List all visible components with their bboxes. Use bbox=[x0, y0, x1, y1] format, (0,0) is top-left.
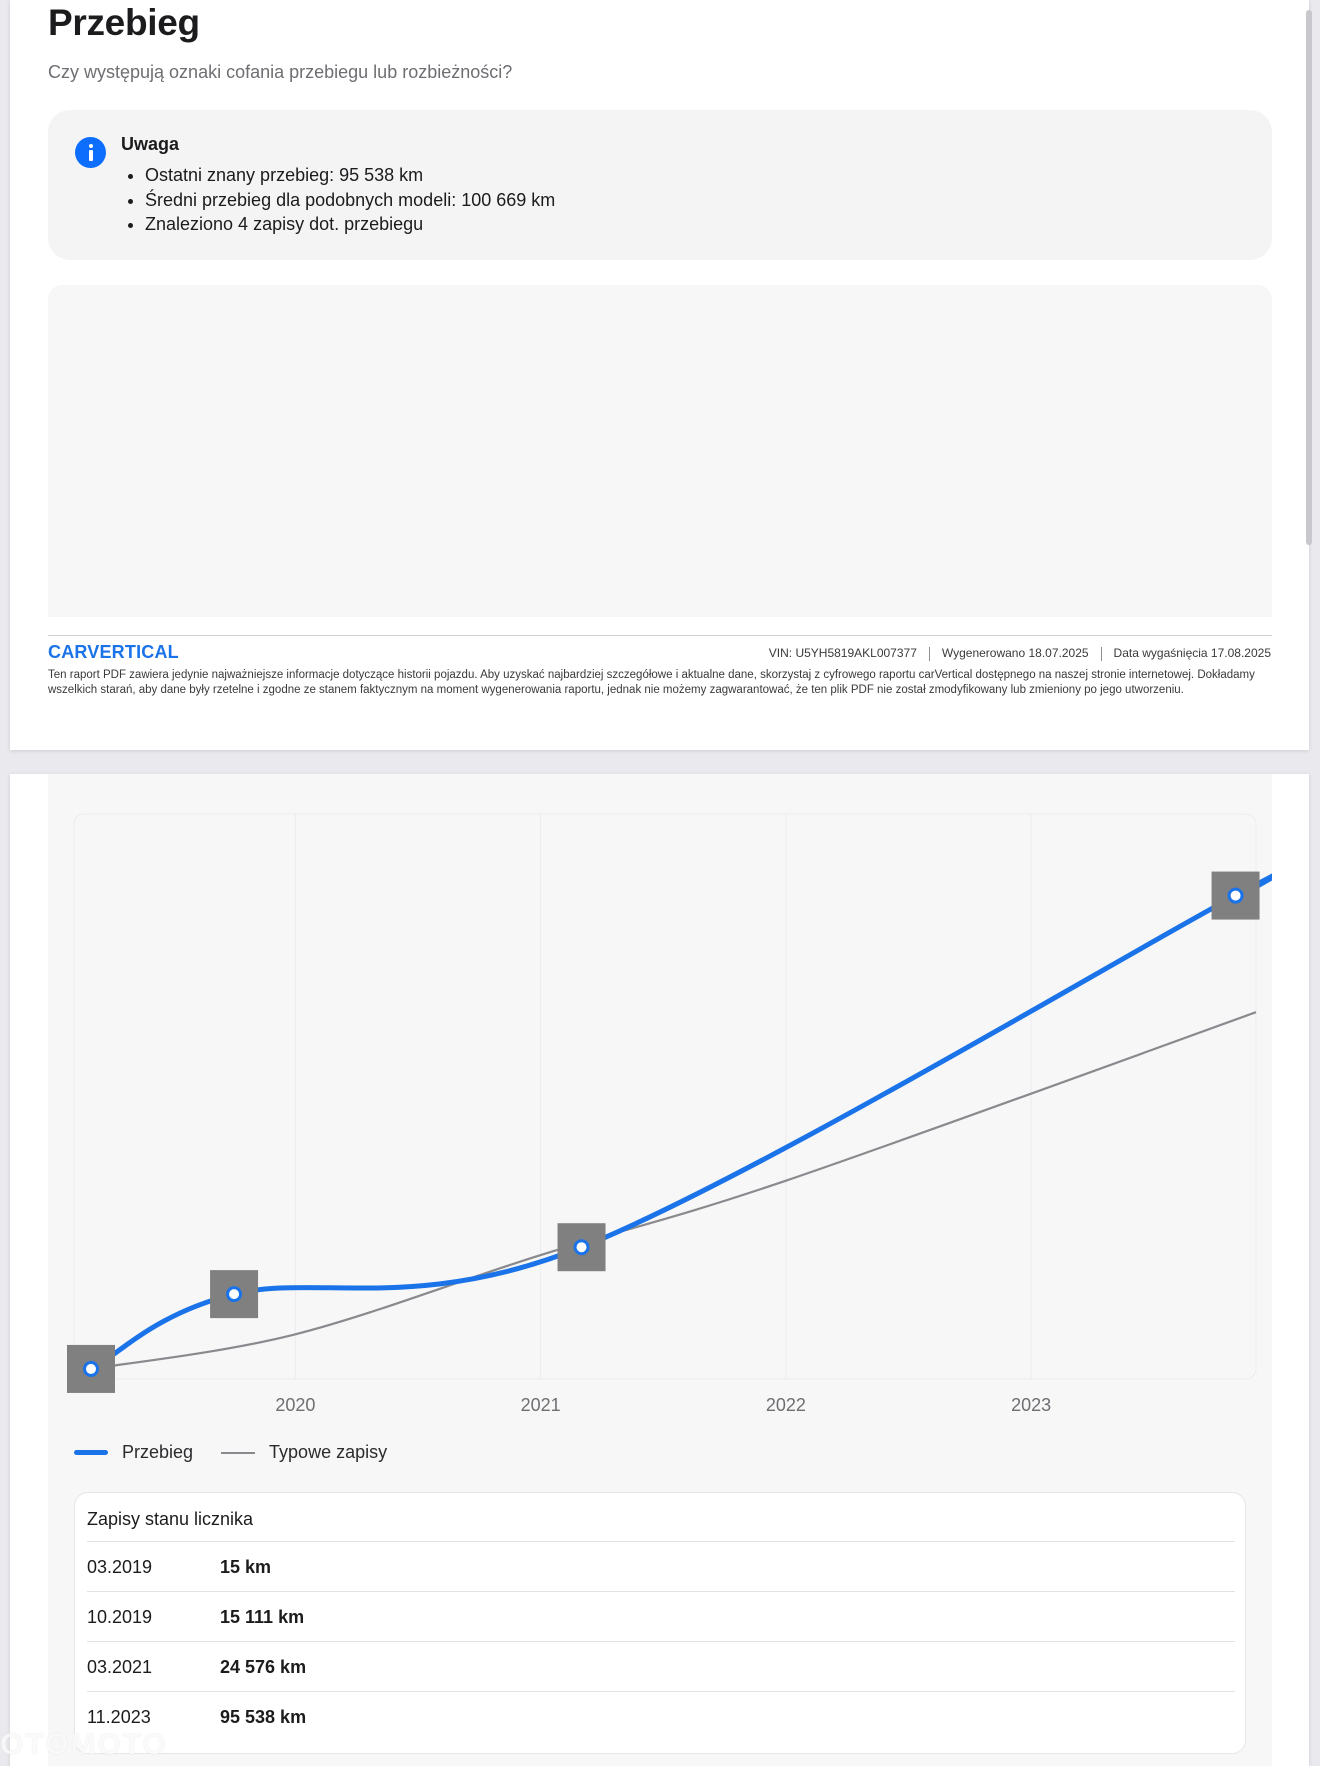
table-row bbox=[87, 1541, 1235, 1591]
record-date: 10.2019 bbox=[87, 1607, 153, 1627]
table-row bbox=[87, 1691, 1235, 1741]
table-row bbox=[87, 1641, 1235, 1691]
disclaimer-text: Ten raport PDF zawiera jedynie najważniejsze informacje dotyczące historii pojazdu. Aby uzyskać najbardziej szczegółowe i aktualne dane, skorzystaj z cyfrowego raportu carVertical dostępnego na naszej stronie internetowej. Dokładamy wszelkich starań, aby dane były rzetelne i zgodne ze stanem faktycznym na moment wygenerowania raportu, jednak nie możemy zagwarantować, że ten plik PDF nie został zmodyfikowany lub zmieniony po jego utworzeniu. bbox=[48, 669, 1255, 696]
data-point-marker bbox=[85, 1362, 98, 1375]
report-page-2 bbox=[10, 774, 1309, 1766]
legend-label-typical: Typowe zapisy bbox=[269, 1442, 388, 1462]
carvertical-logo: CARVERTICAL bbox=[48, 642, 179, 662]
expiry-date: Data wygaśnięcia 17.08.2025 bbox=[1113, 646, 1271, 660]
info-icon bbox=[75, 137, 106, 168]
page-subtitle: Czy występują oznaki cofania przebiegu lub rozbieżności? bbox=[48, 62, 513, 82]
generated-date: Wygenerowano 18.07.2025 bbox=[941, 646, 1089, 660]
x-tick-label: 2022 bbox=[765, 1395, 806, 1414]
record-date: 11.2023 bbox=[87, 1707, 151, 1727]
report-meta bbox=[757, 646, 1271, 661]
notice-item-record-count: • Znaleziono 4 zapisy dot. przebiegu bbox=[145, 212, 555, 237]
table-row bbox=[87, 1591, 1235, 1641]
legend-swatch-typical bbox=[221, 1452, 255, 1454]
footer-divider bbox=[48, 635, 1272, 636]
table-title: Zapisy stanu licznika bbox=[87, 1509, 254, 1529]
page-title: Przebieg bbox=[48, 2, 200, 43]
legend-label-mileage: Przebieg bbox=[122, 1442, 194, 1462]
otomoto-watermark: OTOMOTO bbox=[0, 1728, 168, 1761]
mileage-chart bbox=[48, 774, 1272, 1414]
legend-swatch-mileage bbox=[74, 1450, 108, 1455]
record-value: 15 km bbox=[220, 1557, 272, 1577]
record-date: 03.2019 bbox=[87, 1557, 153, 1577]
x-tick-label: 2023 bbox=[1011, 1395, 1052, 1414]
odometer-records-table bbox=[74, 1492, 1246, 1754]
notice-box bbox=[48, 110, 1272, 260]
mileage-chart-area bbox=[48, 774, 1272, 1766]
chart-placeholder bbox=[48, 285, 1272, 617]
notice-title: Uwaga bbox=[121, 134, 180, 154]
record-value: 24 576 km bbox=[220, 1657, 307, 1677]
data-point-marker bbox=[228, 1288, 241, 1301]
report-page-1 bbox=[10, 0, 1309, 750]
data-point-marker bbox=[1229, 889, 1242, 902]
chart-legend bbox=[74, 1442, 387, 1463]
scrollbar[interactable] bbox=[1306, 10, 1312, 545]
data-point-marker bbox=[575, 1241, 588, 1254]
record-value: 15 111 km bbox=[220, 1607, 305, 1627]
notice-item-average-mileage: • Średni przebieg dla podobnych modeli: 100 669 km bbox=[145, 188, 555, 213]
record-value: 95 538 km bbox=[220, 1707, 307, 1727]
record-date: 03.2021 bbox=[87, 1657, 153, 1677]
x-tick-label: 2021 bbox=[520, 1395, 561, 1414]
notice-list bbox=[145, 163, 555, 237]
x-tick-label: 2020 bbox=[275, 1395, 316, 1414]
notice-item-last-mileage: • Ostatni znany przebieg: 95 538 km bbox=[145, 163, 555, 188]
vin-label: VIN: U5YH5819AKL007377 bbox=[768, 646, 917, 660]
